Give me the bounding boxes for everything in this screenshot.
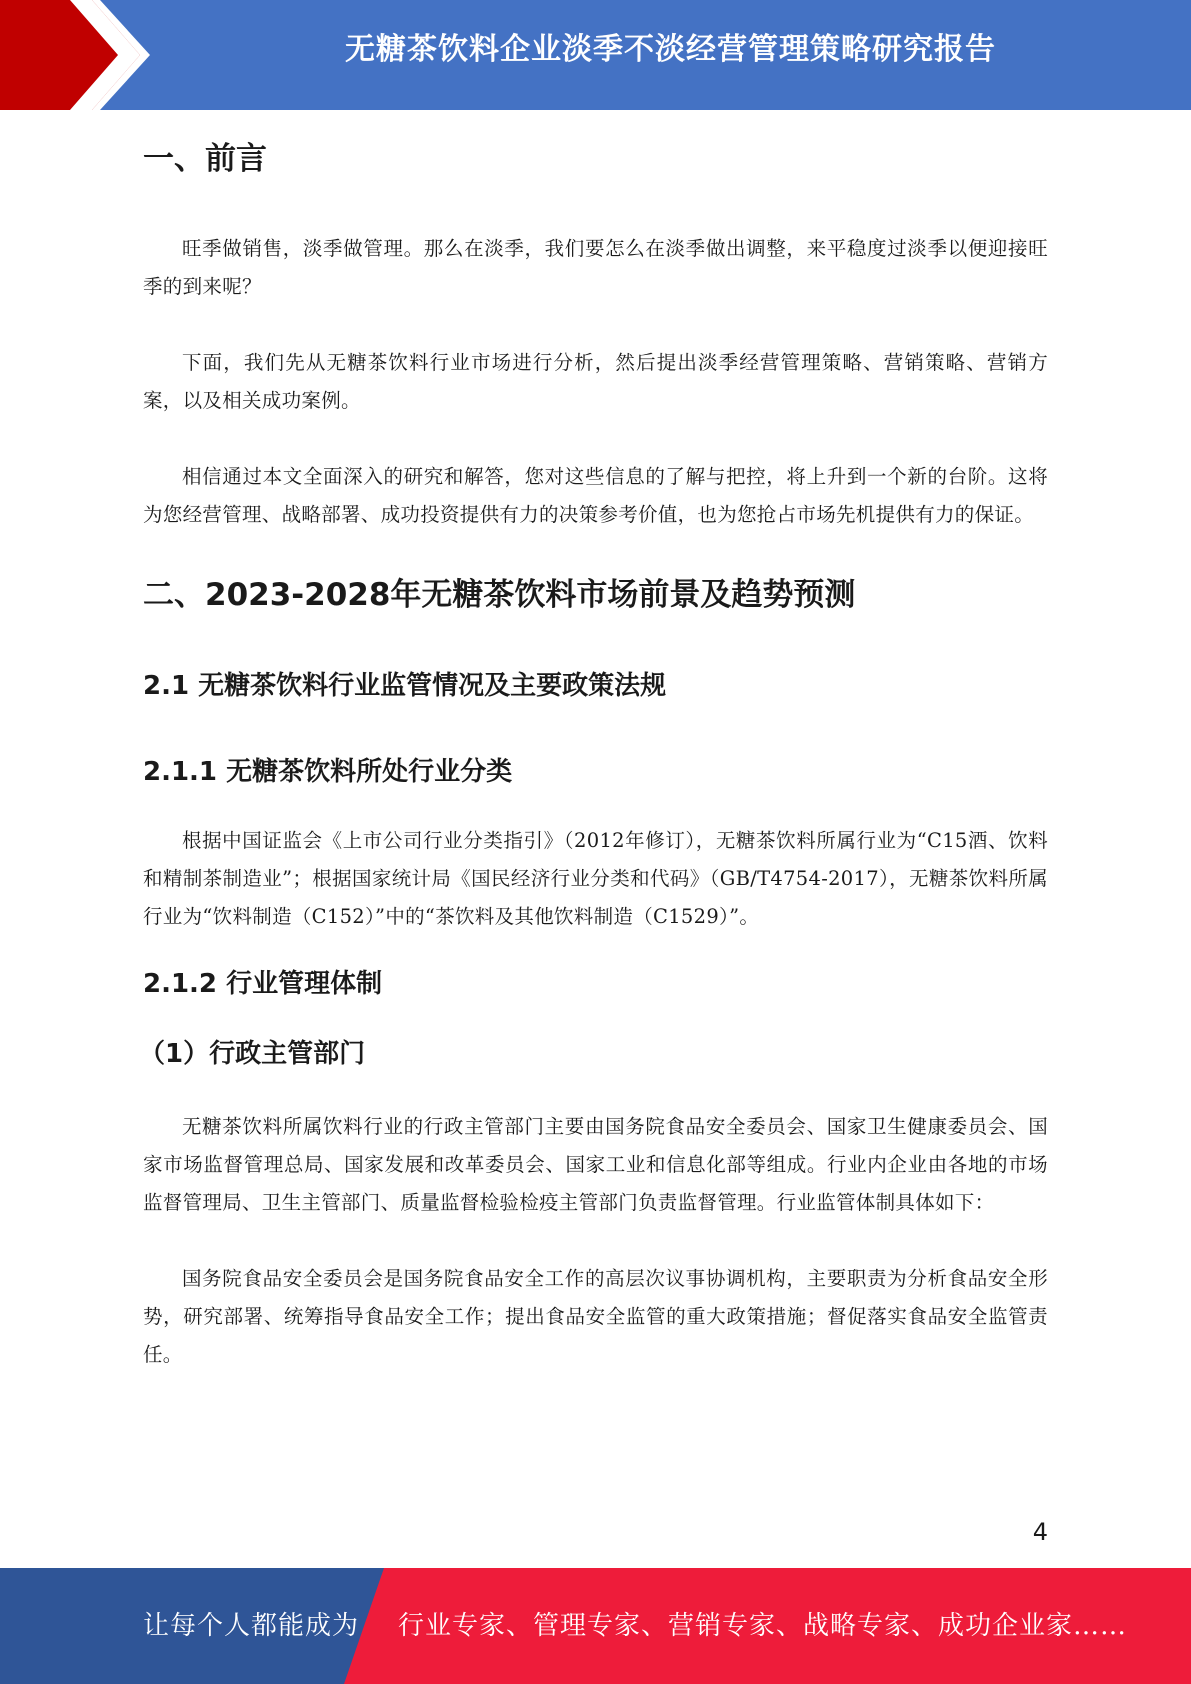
subsection-heading: 2.1 无糖茶饮料行业监管情况及主要政策法规 — [143, 671, 667, 701]
subsection-heading: （1）行政主管部门 — [139, 1039, 366, 1069]
footer-slogan-left: 让每个人都能成为 — [143, 1611, 360, 1641]
report-title: 无糖茶饮料企业淡季不淡经营管理策略研究报告 — [345, 32, 996, 67]
paragraph: 无糖茶饮料所属饮料行业的行政主管部门主要由国务院食品安全委员会、国家卫生健康委员会、国家市场监督管理总局、国家发展和改革委员会、国家工业和信息化部等组成。行业内企业由各地的市场监督管理局、卫生主管部门、质量监督检验检疫主管部门负责监督管理。行业监管体制具体如下： — [143, 1115, 1048, 1214]
footer-slogan-right: 行业专家、管理专家、营销专家、战略专家、成功企业家…… — [398, 1611, 1128, 1641]
paragraph: 下面，我们先从无糖茶饮料行业市场进行分析，然后提出淡季经营管理策略、营销策略、营销方案，以及相关成功案例。 — [143, 351, 1048, 412]
paragraph: 旺季做销售，淡季做管理。那么在淡季，我们要怎么在淡季做出调整，来平稳度过淡季以便迎接旺季的到来呢？ — [143, 237, 1048, 298]
paragraph: 相信通过本文全面深入的研究和解答，您对这些信息的了解与把控，将上升到一个新的台阶。这将为您经营管理、战略部署、成功投资提供有力的决策参考价值，也为您抢占市场先机提供有力的保证。 — [143, 465, 1048, 526]
subsection-heading: 2.1.2 行业管理体制 — [143, 969, 383, 999]
header-banner — [0, 0, 1191, 110]
paragraph: 根据中国证监会《上市公司行业分类指引》（2012年修订），无糖茶饮料所属行业为“C15酒、饮料和精制茶制造业”；根据国家统计局《国民经济行业分类和代码》（GB/T4754-2017），无糖茶饮料所属行业为“饮料制造（C152）”中的“茶饮料及其他饮料制造（C1529）”。 — [143, 829, 1048, 928]
footer-banner — [0, 1568, 1191, 1684]
page-number: 4 — [1032, 1518, 1048, 1546]
document-body — [139, 138, 1048, 1374]
header-arrow-decoration — [0, 0, 150, 110]
paragraph: 国务院食品安全委员会是国务院食品安全工作的高层次议事协调机构，主要职责为分析食品安全形势，研究部署、统筹指导食品安全工作；提出食品安全监管的重大政策措施；督促落实食品安全监管责任。 — [143, 1267, 1048, 1366]
section-heading-preface: 一、前言 — [143, 141, 267, 177]
subsection-heading: 2.1.1 无糖茶饮料所处行业分类 — [143, 757, 513, 787]
section-heading-forecast: 二、2023-2028年无糖茶饮料市场前景及趋势预测 — [143, 577, 856, 613]
